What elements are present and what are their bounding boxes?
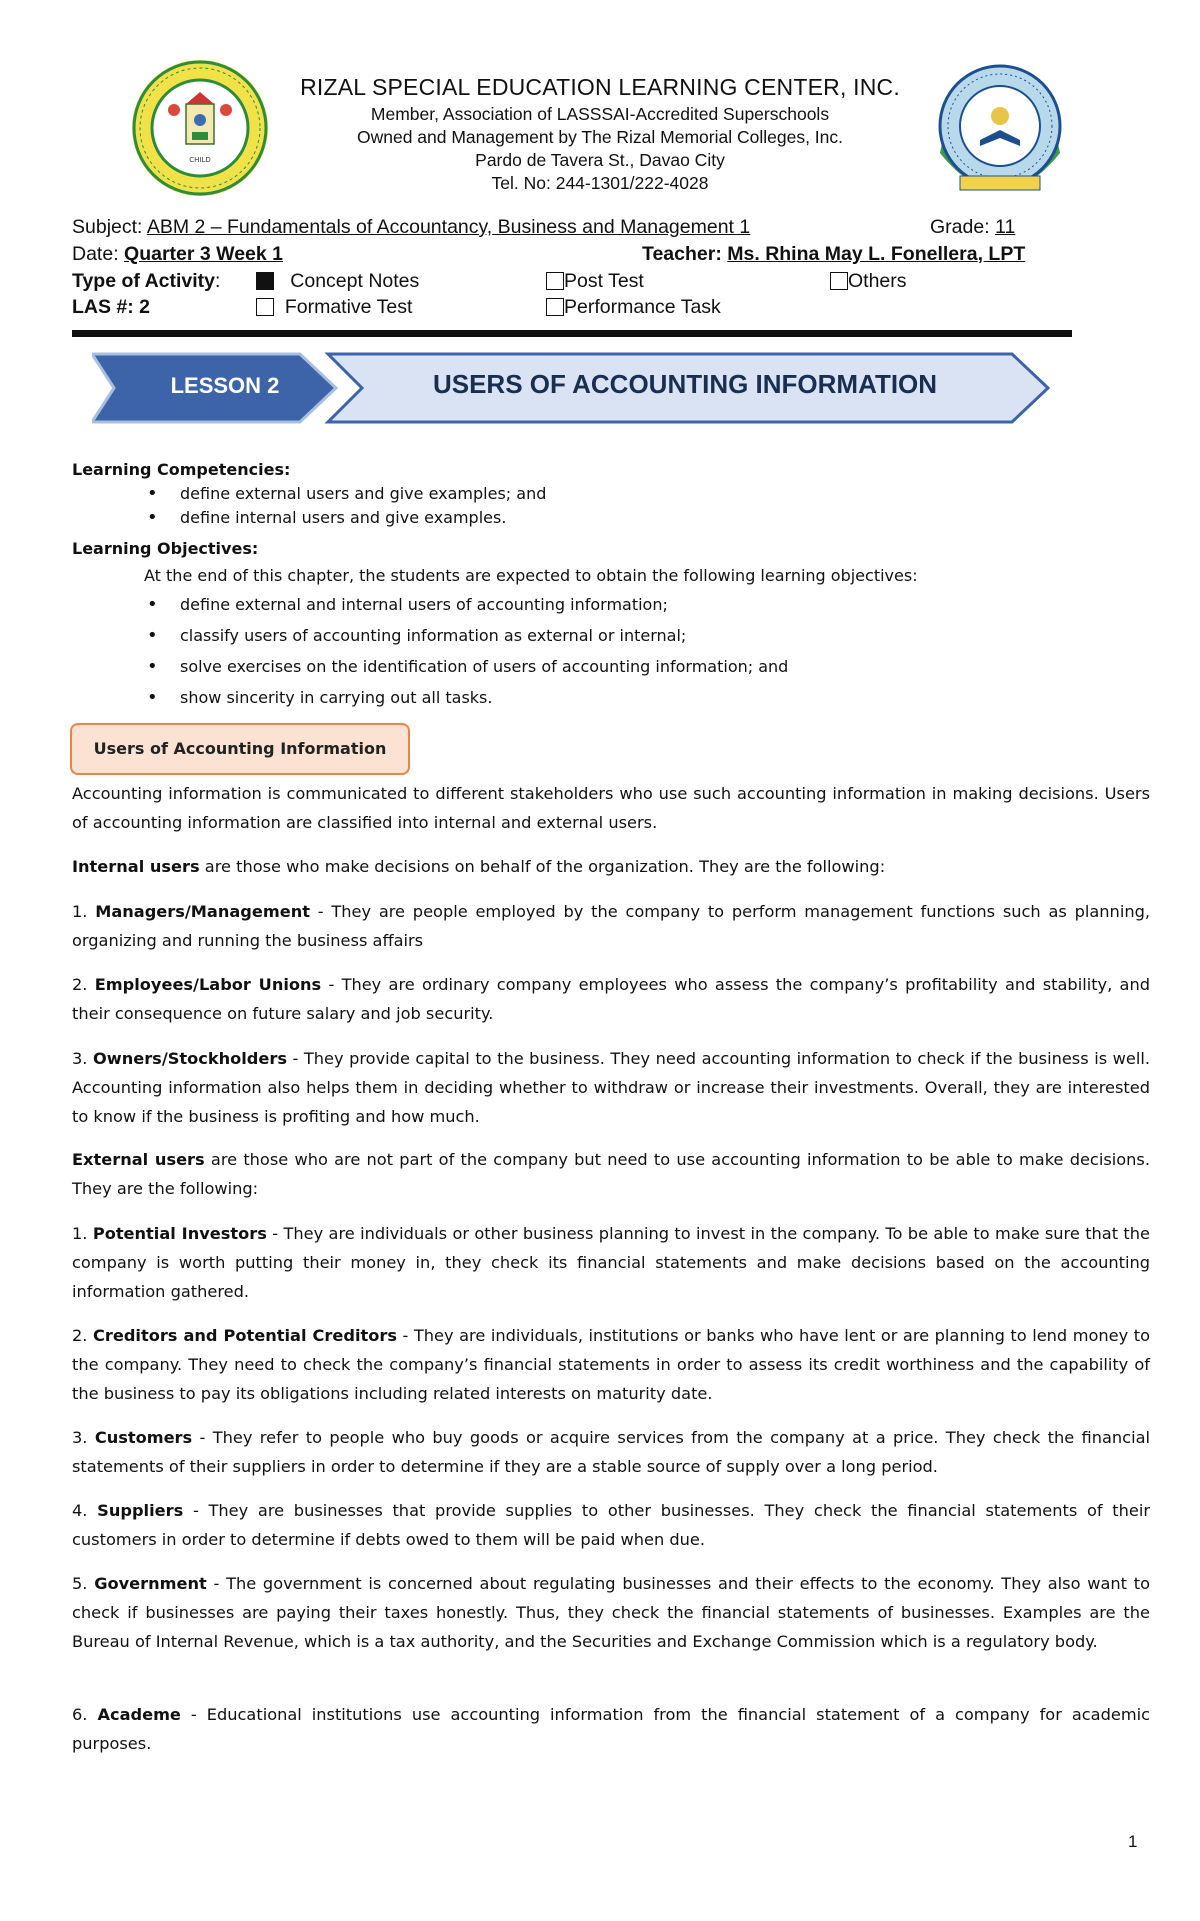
date-label: Date: [72,243,125,265]
item-number: 1. [72,902,96,921]
item-number: 3. [72,1428,95,1447]
item-number: 4. [72,1501,98,1520]
objectives-heading: Learning Objectives: [72,539,259,558]
term: Internal users [72,857,200,876]
grade-value: 11 [995,216,1016,238]
competencies-list [180,482,546,530]
option-label: Post Test [564,270,644,292]
checkbox-empty-icon[interactable] [546,272,564,290]
option-post-test[interactable] [546,270,644,293]
intro-paragraph: Accounting information is communicated to different stakeholders who use such accounting information in making decisions. Users of accounting information are classified into internal and external users. [72,784,1150,832]
term: Potential Investors [92,1224,267,1243]
item-number: 3. [72,1049,93,1068]
checkbox-empty-icon[interactable] [546,298,564,316]
internal-item-2 [72,971,1150,1029]
teacher-line [642,243,1025,266]
definition: - Educational institutions use accounting information from the financial statement of a company for academic purposes. [72,1705,1151,1753]
item-number: 6. [72,1705,98,1724]
lesson-title: USERS OF ACCOUNTING INFORMATION [432,369,938,399]
option-formative-test[interactable] [256,296,412,319]
objectives-lead: At the end of this chapter, the students are expected to obtain the following learning objectives: [144,566,918,585]
teacher-value: Ms. Rhina May L. Fonellera, LPT [727,243,1026,265]
subject-value: ABM 2 – Fundamentals of Accountancy, Business and Management 1 [146,216,751,238]
header-address: Pardo de Tavera St., Davao City [475,150,725,170]
school-seal-left-logo [130,58,270,198]
checkbox-checked-icon[interactable] [256,272,274,290]
external-item-4 [72,1497,1150,1555]
option-performance-task[interactable] [546,296,721,319]
objectives-list [180,589,788,713]
item-number: 1. [72,1224,93,1243]
header-ownership: Owned and Management by The Rizal Memorial Colleges, Inc. [356,127,844,147]
date-value: Quarter 3 Week 1 [124,243,284,265]
external-item-2 [72,1322,1150,1408]
activity-colon: : [215,270,221,292]
activity-label: Type of Activity [72,270,216,292]
definition: - They are individuals or other business planning to invest in the company. To be able to make sure that the company is worth putting their money in, they check its financial statements and make decisions based on the accounting information gathered. [72,1224,1151,1301]
definition: - The government is concerned about regulating businesses and their effects to the economy. They also want to check if businesses are paying their taxes honestly. Thus, they check the financial statements of businesses. Examples are the Bureau of Internal Revenue, which is a tax authority, and the Securities and Exchange Commission which is a regulatory body. [72,1574,1150,1651]
definition: are those who are not part of the company but need to use accounting information to be able to make decisions. They are the following: [72,1150,1150,1198]
definition: - They are people employed by the company to perform management functions such as planning, organizing and running the business affairs [72,902,1150,950]
internal-item-1 [72,898,1150,956]
option-label: Others [848,270,907,292]
definition: - They are businesses that provide supplies to other businesses. They check the financial statements of their customers in order to determine if debts owed to them will be paid when due. [72,1501,1151,1549]
item-number: 5. [72,1574,95,1593]
competencies-heading: Learning Competencies: [72,460,291,479]
external-item-6 [72,1701,1150,1759]
subject-label: Subject: [72,216,147,238]
definition: - They are ordinary company employees who assess the company’s profitability and stability, and their consequence on future salary and job security. [72,975,1151,1023]
svg-text:CHILD: CHILD [189,156,211,164]
external-item-3 [72,1424,1150,1482]
external-item-5 [72,1570,1150,1656]
checkbox-empty-icon[interactable] [830,272,848,290]
internal-users-intro [72,853,1150,882]
term: Suppliers [97,1501,184,1520]
term: Government [94,1574,207,1593]
grade-line [930,216,1015,239]
option-label: Concept Notes [290,270,420,292]
page-number: 1 [1128,1832,1138,1851]
list-item: • define internal users and give examples. [180,506,546,530]
definition: - They are individuals, institutions or banks who have lent or are planning to lend money to the company. They need to check the company’s financial statements in order to assess its credit worthiness and the capability of the business to pay its obligations including related interests on maturity date. [72,1326,1150,1403]
lesson-number: LESSON 2 [170,373,280,398]
option-concept-notes[interactable] [256,270,419,293]
term: Employees/Labor Unions [94,975,322,994]
term: Academe [97,1705,181,1724]
subject-line [72,216,750,239]
definition: - They provide capital to the business. They need accounting information to check if the business is well. Accounting information also helps them in deciding whether to withdraw or increase their investments. Overall, they are interested to know if the business is profiting and how much. [72,1049,1151,1126]
item-number: 2. [72,975,95,994]
list-item: • solve exercises on the identification of users of accounting information; and [180,651,788,682]
list-item: • define external and internal users of accounting information; [180,589,788,620]
definition: - They refer to people who buy goods or acquire services from the company at a price. They check the financial statements of their suppliers in order to determine if they are a stable source of supply over a long period. [72,1428,1150,1476]
date-line [72,243,283,266]
term: Managers/Management [95,902,310,921]
las-number: LAS #: 2 [72,296,151,318]
external-item-1 [72,1220,1150,1306]
option-label: Formative Test [284,296,413,318]
term: External users [72,1150,205,1169]
term: Owners/Stockholders [92,1049,287,1068]
header-affiliation: Member, Association of LASSSAI-Accredited Superschools [370,104,830,124]
internal-item-3 [72,1045,1150,1131]
activity-type-line [72,270,220,293]
list-item: • define external users and give examples; and [180,482,546,506]
checkbox-empty-icon[interactable] [256,298,274,316]
definition: are those who make decisions on behalf of the organization. They are the following: [199,857,886,876]
list-item: • classify users of accounting information as external or internal; [180,620,788,651]
teacher-label: Teacher: [642,243,728,265]
option-label: Performance Task [564,296,721,318]
section-tag: Users of Accounting Information [70,723,410,775]
list-item: • show sincerity in carrying out all tasks. [180,682,788,713]
college-seal-right-logo [925,58,1075,208]
item-number: 2. [72,1326,93,1345]
school-name: RIZAL SPECIAL EDUCATION LEARNING CENTER, INC. [300,74,900,100]
header-divider [72,330,1072,337]
term: Customers [94,1428,193,1447]
grade-label: Grade: [930,216,996,238]
external-users-intro [72,1146,1150,1204]
option-others[interactable] [830,270,907,293]
header-phone: Tel. No: 244-1301/222-4028 [491,173,709,193]
term: Creditors and Potential Creditors [92,1326,397,1345]
